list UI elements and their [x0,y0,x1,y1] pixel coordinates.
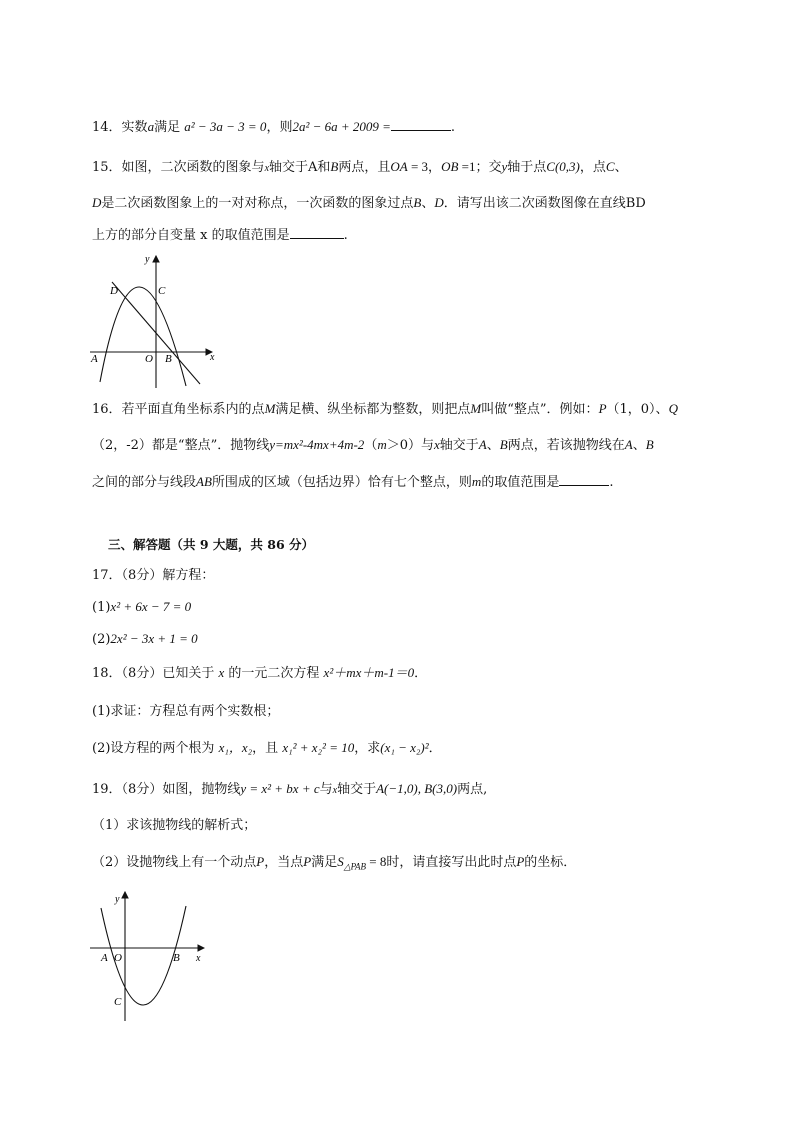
label-y: y [115,894,120,905]
question-16-line3: 之间的部分与线段AB所围成的区域（包括边界）恰有七个整点，则m的取值范围是 . [92,474,614,490]
question-16-line1: 16．若平面直角坐标系内的点M满足横、纵坐标都为整数，则把点M叫做“整点”．例如：P（1，0）、Q [92,401,678,417]
question-19-part2: （2）设抛物线上有一个动点P，当点P满足$S_{\triangle PAB} = 8$时，请直接写出此时点P的坐标． [92,854,577,872]
label-b: B [165,353,172,365]
figure-19-parabola [88,888,213,1023]
label-o: O [114,952,122,964]
question-18-part2: (2)设方程的两个根为 x₁，x₂，且 x₁² + x₂² = 10，求(x₁ − x₂)²． [92,740,442,756]
question-17-head: 17．（8分）解方程： [92,568,215,583]
question-17-part1: (1)x² + 6x − 7 = 0 [92,599,192,615]
question-18-head: 18．（8分）已知关于 x 的一元二次方程 x²＋mx＋m-1＝0． [92,665,428,681]
label-x: x [210,352,215,363]
answer-blank[interactable] [559,472,609,486]
q14-equation: a² − 3a − 3 = 0 [184,119,267,134]
question-14: 14．实数a满足 a² − 3a − 3 = 0，则2a² − 6a + 2009 = . [92,119,456,135]
label-a: A [101,952,108,964]
question-18-part1: (1)求证：方程总有两个实数根； [92,704,280,719]
q14-number: 14． [92,120,122,135]
question-19-part1: （1）求该抛物线的解析式； [92,818,257,833]
label-c: C [114,996,122,1008]
label-y: y [145,254,150,265]
label-c: C [158,285,166,297]
figure-15-parabola-line [88,250,223,390]
label-b: B [173,952,180,964]
answer-blank[interactable] [391,117,451,131]
question-16-line2: （2，-2）都是“整点”．抛物线y=mx²-4mx+4m-2（m＞0）与x轴交于A、B两点，若该抛物线在A、B [92,437,654,453]
label-d: D [110,285,118,297]
label-o: O [145,353,153,365]
parabola-curve [100,287,186,386]
q15-number: 15． [92,160,122,175]
question-15-line1: 15．如图，二次函数的图象与x轴交于A和B两点，且OA = 3，OB =1；交y轴于点C(0,3)，点C、 [92,159,628,175]
answer-blank[interactable] [290,225,344,239]
label-x: x [196,953,201,964]
label-a: A [91,353,98,365]
section-heading: 三、解答题（共 9 大题，共 86 分） [108,537,315,552]
question-17-part2: (2)2x² − 3x + 1 = 0 [92,631,198,647]
q14-expression: 2a² − 6a + 2009 = [292,119,391,134]
question-19-head: 19．（8分）如图，抛物线y = x² + bx + c与x轴交于A(−1,0), B(3,0)两点, [92,781,488,797]
question-15-line3: 上方的部分自变量 x 的取值范围是 . [92,225,348,245]
question-15-line2: D是二次函数图象上的一对对称点，一次函数的图象过点B、D．请写出该二次函数图像在直线BD [92,195,646,211]
q16-number: 16． [92,402,122,417]
